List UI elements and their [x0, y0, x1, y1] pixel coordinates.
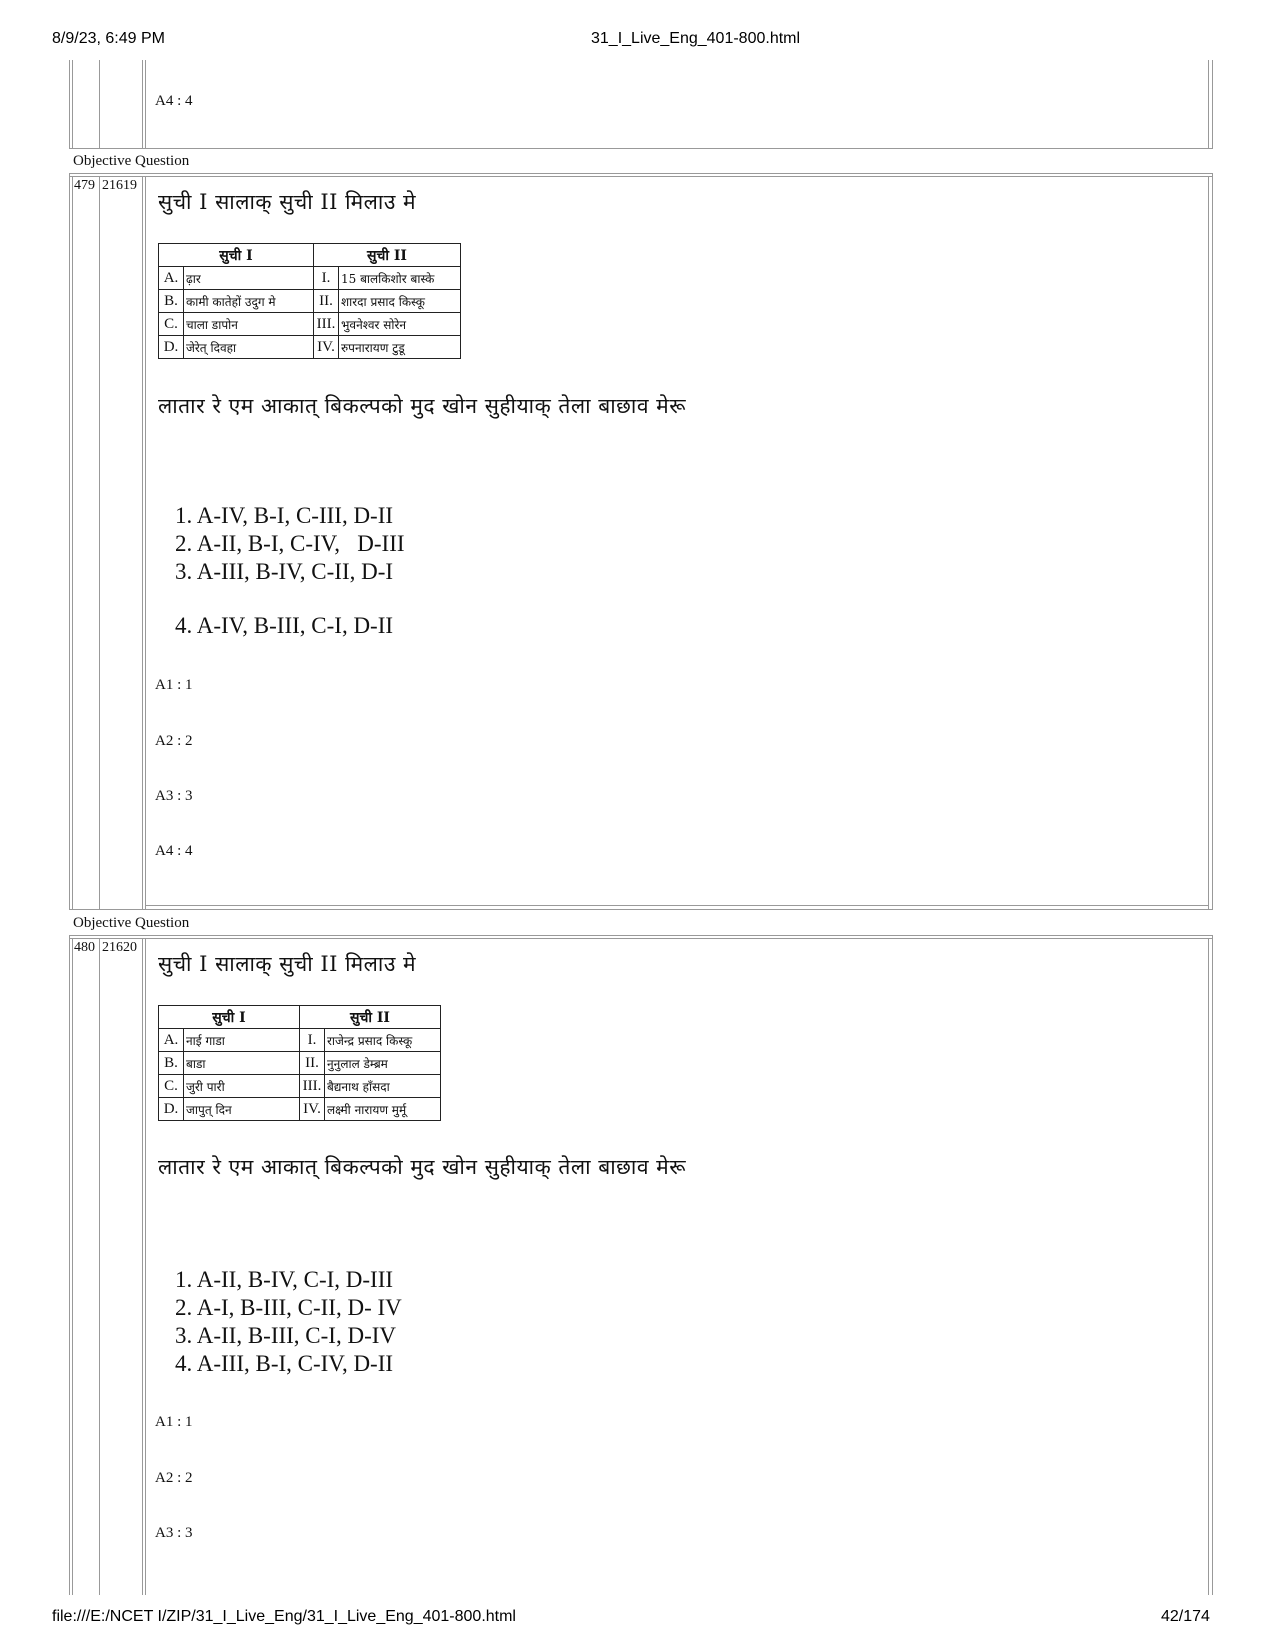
row-key: C. — [159, 313, 184, 336]
answer-3: A3 : 3 — [155, 1525, 193, 1541]
row-roman: III. — [314, 313, 339, 336]
row-value: जेरेत् दिवहा — [184, 336, 314, 359]
row-roman: IV. — [300, 1098, 325, 1121]
row-match: राजेन्द्र प्रसाद किस्कू — [325, 1029, 441, 1052]
question-prompt: सुची I सालाक् सुची II मिलाउ मे — [158, 190, 417, 214]
row-key: A. — [159, 1029, 184, 1052]
table-header-list-2: सुची II — [314, 244, 461, 267]
row-roman: IV. — [314, 336, 339, 359]
table-row — [159, 1052, 441, 1075]
prev-answer-4: A4 : 4 — [155, 93, 193, 109]
option-list — [175, 1266, 402, 1378]
table-row — [159, 313, 461, 336]
match-table — [158, 243, 461, 359]
row-roman: I. — [300, 1029, 325, 1052]
table-header-list-1: सुची I — [159, 244, 314, 267]
question-number: 479 — [74, 178, 95, 193]
row-roman: II. — [300, 1052, 325, 1075]
row-key: C. — [159, 1075, 184, 1098]
row-value: जापुत् दिन — [184, 1098, 300, 1121]
option-3: 3. A-II, B-III, C-I, D-IV — [175, 1323, 396, 1348]
answer-1: A1 : 1 — [155, 677, 193, 693]
row-key: A. — [159, 267, 184, 290]
question-prompt: सुची I सालाक् सुची II मिलाउ मे — [158, 952, 417, 976]
answer-1: A1 : 1 — [155, 1414, 193, 1430]
row-value: कामी कातेहों उदुग मे — [184, 290, 314, 313]
row-value: जुरी पारी — [184, 1075, 300, 1098]
print-header-title: 31_I_Live_Eng_401-800.html — [591, 30, 801, 47]
row-value: बाडा — [184, 1052, 300, 1075]
answer-4: A4 : 4 — [155, 843, 193, 859]
option-2: 2. A-I, B-III, C-II, D- IV — [175, 1295, 402, 1320]
table-row — [159, 1029, 441, 1052]
table-header-list-2: सुची II — [300, 1006, 441, 1029]
table-row — [159, 1075, 441, 1098]
row-roman: III. — [300, 1075, 325, 1098]
table-row — [159, 336, 461, 359]
option-2: 2. A-II, B-I, C-IV, D-III — [175, 531, 405, 556]
row-match: लक्ष्मी नारायण मुर्मू — [325, 1098, 441, 1121]
print-header-datetime: 8/9/23, 6:49 PM — [52, 30, 165, 47]
table-row — [159, 290, 461, 313]
row-match: बैद्यनाथ हाँसदा — [325, 1075, 441, 1098]
answer-2: A2 : 2 — [155, 1470, 193, 1486]
print-footer-page: 42/174 — [1161, 1608, 1210, 1625]
print-footer-path: file:///E:/NCET I/ZIP/31_I_Live_Eng/31_I_Live_Eng_401-800.html — [52, 1608, 516, 1625]
option-3: 3. A-III, B-IV, C-II, D-I — [175, 559, 394, 584]
row-value: नाई गाडा — [184, 1029, 300, 1052]
row-key: B. — [159, 1052, 184, 1075]
table-header-list-1: सुची I — [159, 1006, 300, 1029]
question-id: 21619 — [102, 178, 137, 193]
question-instruction: लातार रे एम आकात् बिकल्पको मुद खोन सुहीयाक् तेला बाछाव मेरू — [158, 394, 687, 418]
row-match: नुनुलाल डेम्ब्रम — [325, 1052, 441, 1075]
option-1: 1. A-II, B-IV, C-I, D-III — [175, 1267, 394, 1292]
question-instruction: लातार रे एम आकात् बिकल्पको मुद खोन सुहीयाक् तेला बाछाव मेरू — [158, 1155, 687, 1179]
row-key: D. — [159, 1098, 184, 1121]
question-id: 21620 — [102, 940, 137, 955]
question-type-label: Objective Question — [73, 153, 190, 169]
question-type-label: Objective Question — [73, 915, 190, 931]
option-4: 4. A-IV, B-III, C-I, D-II — [175, 613, 394, 638]
answer-3: A3 : 3 — [155, 788, 193, 804]
option-1: 1. A-IV, B-I, C-III, D-II — [175, 503, 394, 528]
row-value: ढ़ार — [184, 267, 314, 290]
table-row — [159, 267, 461, 290]
table-row — [159, 1098, 441, 1121]
row-value: चाला डापोन — [184, 313, 314, 336]
row-match: रुपनारायण टुडू — [339, 336, 461, 359]
row-match: 15 बालकिशोर बास्के — [339, 267, 461, 290]
row-roman: I. — [314, 267, 339, 290]
row-roman: II. — [314, 290, 339, 313]
row-match: भुवनेश्वर सोरेन — [339, 313, 461, 336]
answer-2: A2 : 2 — [155, 733, 193, 749]
option-list — [175, 502, 405, 640]
row-key: B. — [159, 290, 184, 313]
match-table — [158, 1005, 441, 1121]
option-4: 4. A-III, B-I, C-IV, D-II — [175, 1351, 394, 1376]
question-number: 480 — [74, 940, 95, 955]
row-key: D. — [159, 336, 184, 359]
row-match: शारदा प्रसाद किस्कू — [339, 290, 461, 313]
